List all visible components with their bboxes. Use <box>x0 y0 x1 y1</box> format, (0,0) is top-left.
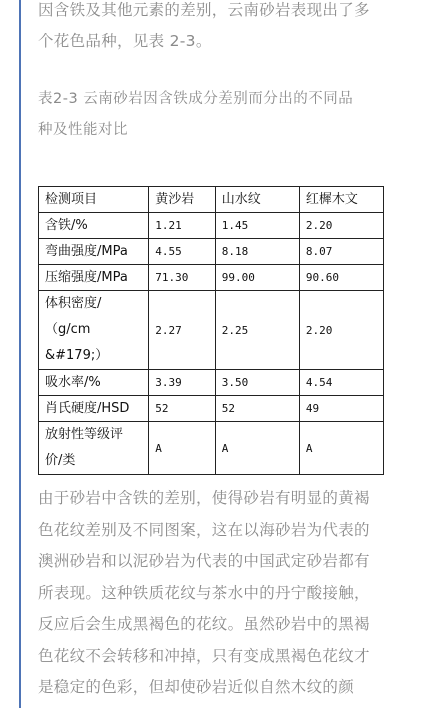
row-label: 吸水率/% <box>39 370 149 396</box>
body-line-4: 所表现。这种铁质花纹与茶水中的丹宁酸接触， <box>38 583 370 602</box>
header-cell: 山水纹 <box>215 187 299 213</box>
table-cell: 1.45 <box>215 213 299 239</box>
body-line-6: 色花纹不会转移和冲掉，只有变成黑褐色花纹才 <box>38 646 370 665</box>
row-label-line-1: 体积密度/（g/cm <box>45 296 102 337</box>
table-cell: 2.20 <box>299 291 383 370</box>
table-cell: 52 <box>149 396 216 422</box>
table-header-row <box>39 187 384 213</box>
table-cell: 90.60 <box>299 265 383 291</box>
table-cell: 3.50 <box>215 370 299 396</box>
table-cell: 4.55 <box>149 239 216 265</box>
body-line-5: 反应后会生成黑褐色的花纹。虽然砂岩中的黑褐 <box>38 615 370 633</box>
intro-line-2: 个花色品种，见表 2-3。 <box>38 32 212 50</box>
table-cell: 49 <box>299 396 383 422</box>
caption-line-1: 表2-3 云南砂岩因含铁成分差别而分出的不同品 <box>38 91 354 107</box>
comparison-table <box>38 186 384 475</box>
row-label-line-2: &#179;） <box>45 348 109 363</box>
table-cell: 8.18 <box>215 239 299 265</box>
table-row <box>39 396 384 422</box>
body-line-1: 由于砂岩中含铁的差别，使得砂岩有明显的黄褐 <box>38 489 370 507</box>
row-label <box>39 291 149 370</box>
table-cell: 3.39 <box>149 370 216 396</box>
table-cell: A <box>215 422 299 475</box>
body-paragraph <box>38 483 388 704</box>
row-label: 含铁/% <box>39 213 149 239</box>
table-cell: 1.21 <box>149 213 216 239</box>
body-line-7: 是稳定的色彩，但却使砂岩近似自然木纹的颜 <box>38 678 355 696</box>
table-caption <box>38 84 388 146</box>
caption-line-2: 种及性能对比 <box>38 122 128 138</box>
table-cell: 2.25 <box>215 291 299 370</box>
table-cell: 4.54 <box>299 370 383 396</box>
header-cell: 红樨木文 <box>299 187 383 213</box>
row-label-line-2: 价/类 <box>45 453 76 468</box>
table-row <box>39 213 384 239</box>
table-cell: 2.20 <box>299 213 383 239</box>
table-cell: A <box>149 422 216 475</box>
intro-paragraph <box>38 0 388 57</box>
table-cell: 52 <box>215 396 299 422</box>
table-cell: 2.27 <box>149 291 216 370</box>
table-row <box>39 291 384 370</box>
table-row <box>39 422 384 475</box>
row-label-line-1: 放射性等级评 <box>45 427 124 442</box>
row-label <box>39 422 149 475</box>
row-label: 弯曲强度/MPa <box>39 239 149 265</box>
header-cell: 黄沙岩 <box>149 187 216 213</box>
table-cell: 71.30 <box>149 265 216 291</box>
table-cell: A <box>299 422 383 475</box>
row-label: 肖氏硬度/HSD <box>39 396 149 422</box>
left-accent-rule <box>19 0 21 708</box>
intro-line-1: 因含铁及其他元素的差别，云南砂岩表现出了多 <box>38 1 370 19</box>
body-line-3: 澳洲砂岩和以泥砂岩为代表的中国武定砂岩都有 <box>38 552 370 570</box>
body-line-2: 色花纹差别及不同图案，这在以海砂岩为代表的 <box>38 520 370 539</box>
header-cell: 检测项目 <box>39 187 149 213</box>
table-row <box>39 239 384 265</box>
row-label: 压缩强度/MPa <box>39 265 149 291</box>
article-content <box>38 0 388 696</box>
table-row <box>39 370 384 396</box>
table-row <box>39 265 384 291</box>
table-cell: 99.00 <box>215 265 299 291</box>
table-cell: 8.07 <box>299 239 383 265</box>
